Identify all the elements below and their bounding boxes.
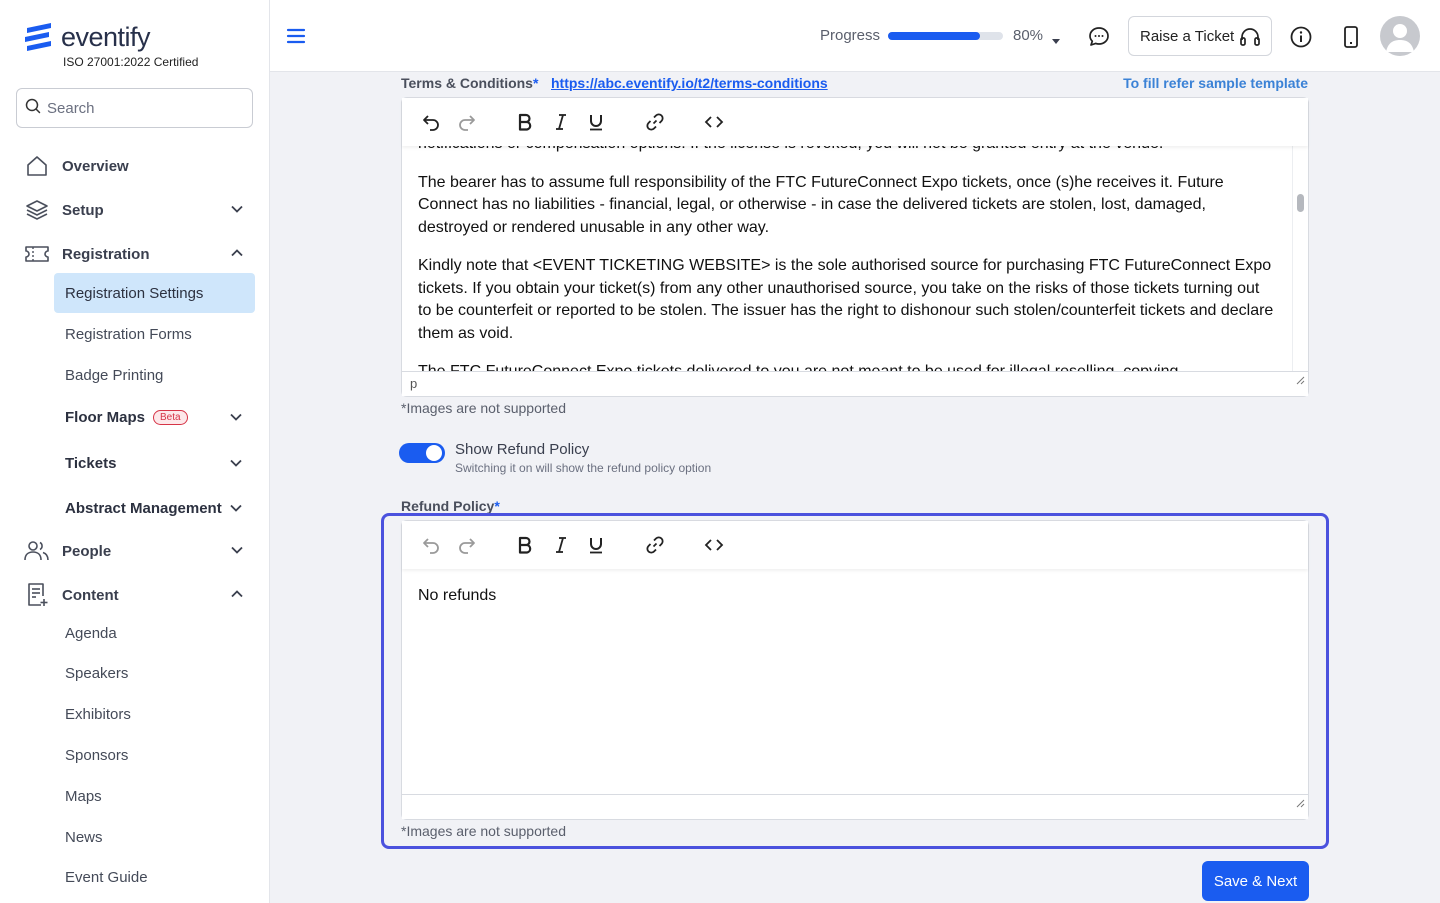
brand-name: eventify [61,22,151,52]
sidebar-subitem-tickets[interactable] [54,443,255,483]
chevron-down-icon [230,202,244,221]
italic-icon[interactable] [549,110,573,134]
terms-paragraph: The bearer has to assume full responsibility of the FTC FutureConnect Expo tickets, once (s)he receives it. Future Connect has no liabilities - financial, legal, or otherwise - in case the delivered tickets are stolen, lost, damaged, destroyed or rendered unusable in any other way. [418,173,1224,236]
menu-icon[interactable] [287,28,305,49]
chat-icon[interactable] [1087,25,1111,54]
underline-icon[interactable] [584,533,608,557]
raise-ticket-label: Raise a Ticket [1140,27,1235,45]
sidebar-subitem-sponsors[interactable]: Sponsors [65,746,129,764]
sidebar-item-label: Overview [62,157,129,175]
raise-ticket-button[interactable] [1128,16,1272,56]
sidebar-item-label: People [62,542,112,560]
chevron-down-icon [230,543,244,562]
sidebar-subitem-badge-printing[interactable]: Badge Printing [65,366,164,384]
refund-label [401,498,500,514]
toggle-title: Show Refund Policy [455,441,590,458]
document-add-icon [24,582,50,608]
sidebar-subitem-news[interactable]: News [65,828,103,846]
sidebar-item-people[interactable] [24,537,250,565]
avatar[interactable] [1380,16,1420,56]
editor-toolbar [402,98,1308,146]
terms-editor[interactable] [401,97,1309,397]
sidebar-subitem-label: Abstract Management [65,499,222,517]
mobile-icon[interactable] [1341,25,1361,54]
images-note: *Images are not supported [401,400,566,416]
sidebar-subitem-speakers[interactable]: Speakers [65,664,129,682]
search-box[interactable] [16,88,253,128]
search-icon [25,98,41,119]
toggle-subtitle: Switching it on will show the refund policy option [455,461,712,475]
element-path: p [410,376,418,391]
home-icon [24,153,50,179]
refund-text: No refunds [418,587,497,604]
bold-icon[interactable] [513,110,537,134]
sidebar-subitem-abstract-management[interactable] [54,488,255,528]
resize-handle-icon[interactable] [1295,792,1305,816]
required-mark: * [532,75,539,91]
ticket-icon [24,241,50,267]
sidebar-subitem-event-guide[interactable]: Event Guide [65,868,148,886]
code-icon[interactable] [702,110,726,134]
sidebar-item-content[interactable] [24,581,250,609]
sample-template-link[interactable]: To fill refer sample template [1123,75,1308,91]
editor-statusbar [402,794,1308,819]
sidebar-subitem-floor-maps[interactable] [54,397,255,437]
save-next-button[interactable]: Save & Next [1202,861,1309,901]
undo-icon[interactable] [419,110,443,134]
link-icon[interactable] [643,533,667,557]
terms-label [401,75,538,91]
chevron-down-icon [229,501,243,519]
italic-icon[interactable] [549,533,573,557]
chevron-up-icon [230,587,244,606]
resize-handle-icon[interactable] [1295,369,1305,393]
certification-text: ISO 27001:2022 Certified [63,55,199,69]
terms-url-link[interactable]: https://abc.eventify.io/t2/terms-conditions [551,75,828,91]
sidebar-subitem-maps[interactable]: Maps [65,787,102,805]
chevron-down-icon [229,410,243,428]
bold-icon[interactable] [513,533,537,557]
sidebar-subitem-registration-settings[interactable]: Registration Settings [54,273,255,313]
underline-icon[interactable] [584,110,608,134]
editor-scrollbar[interactable] [1292,146,1308,371]
chevron-up-icon [230,246,244,265]
sidebar-item-label: Content [62,586,119,604]
sidebar-subitem-label: Floor Maps [65,408,146,426]
scrollbar-thumb[interactable] [1297,194,1304,212]
progress-label: Progress [820,27,881,44]
code-icon[interactable] [702,533,726,557]
sidebar-item-label: Registration [62,245,150,263]
undo-icon[interactable] [419,533,443,557]
redo-icon[interactable] [455,110,479,134]
progress-bar-fill [888,32,980,40]
search-input[interactable] [47,100,237,117]
sidebar-item-setup[interactable] [24,196,250,224]
brand-logo[interactable] [23,22,150,52]
chevron-down-icon [229,456,243,474]
terms-label-text: Terms & Conditions [401,75,533,91]
refund-editor[interactable] [401,520,1309,820]
editor-statusbar [402,371,1308,396]
redo-icon[interactable] [455,533,479,557]
top-bar [270,0,1440,72]
sidebar-subitem-registration-forms[interactable]: Registration Forms [65,325,192,343]
sidebar-subitem-agenda[interactable]: Agenda [65,624,117,642]
layers-icon [24,197,50,223]
refund-editor-content[interactable] [402,585,1308,624]
refund-policy-toggle[interactable] [399,443,445,463]
progress-percent: 80% [1013,27,1044,44]
sidebar-subitem-label: Tickets [65,454,117,472]
sidebar-item-label: Setup [62,201,104,219]
images-note: *Images are not supported [401,823,566,839]
progress-bar [888,32,1003,40]
refund-label-text: Refund Policy [401,498,495,514]
info-icon[interactable] [1289,25,1313,54]
editor-toolbar [402,521,1308,569]
sidebar-item-registration[interactable] [24,240,250,268]
beta-badge: Beta [153,410,188,425]
terms-paragraph: Kindly note that <EVENT TICKETING WEBSITE> is the sole authorised source for purchasing FTC FutureConnect Expo tickets. If you obtain your ticket(s) from any other unauthorised source, you take on the risks of those tickets turning out to be counterfeit or reported to be stolen. The issuer has the right to dishonour such stolen/counterfeit tickets and declare them as void. [418,257,1274,342]
required-mark: * [494,498,500,514]
people-icon [24,538,50,564]
headset-icon [1239,26,1261,52]
link-icon[interactable] [643,110,667,134]
eventify-logo-icon [23,22,55,52]
toggle-knob [426,445,442,461]
sidebar [0,0,270,903]
sidebar-item-overview[interactable] [24,152,250,180]
sidebar-subitem-exhibitors[interactable]: Exhibitors [65,705,131,723]
terms-editor-content[interactable] [402,146,1292,371]
caret-down-icon[interactable] [1050,33,1062,51]
